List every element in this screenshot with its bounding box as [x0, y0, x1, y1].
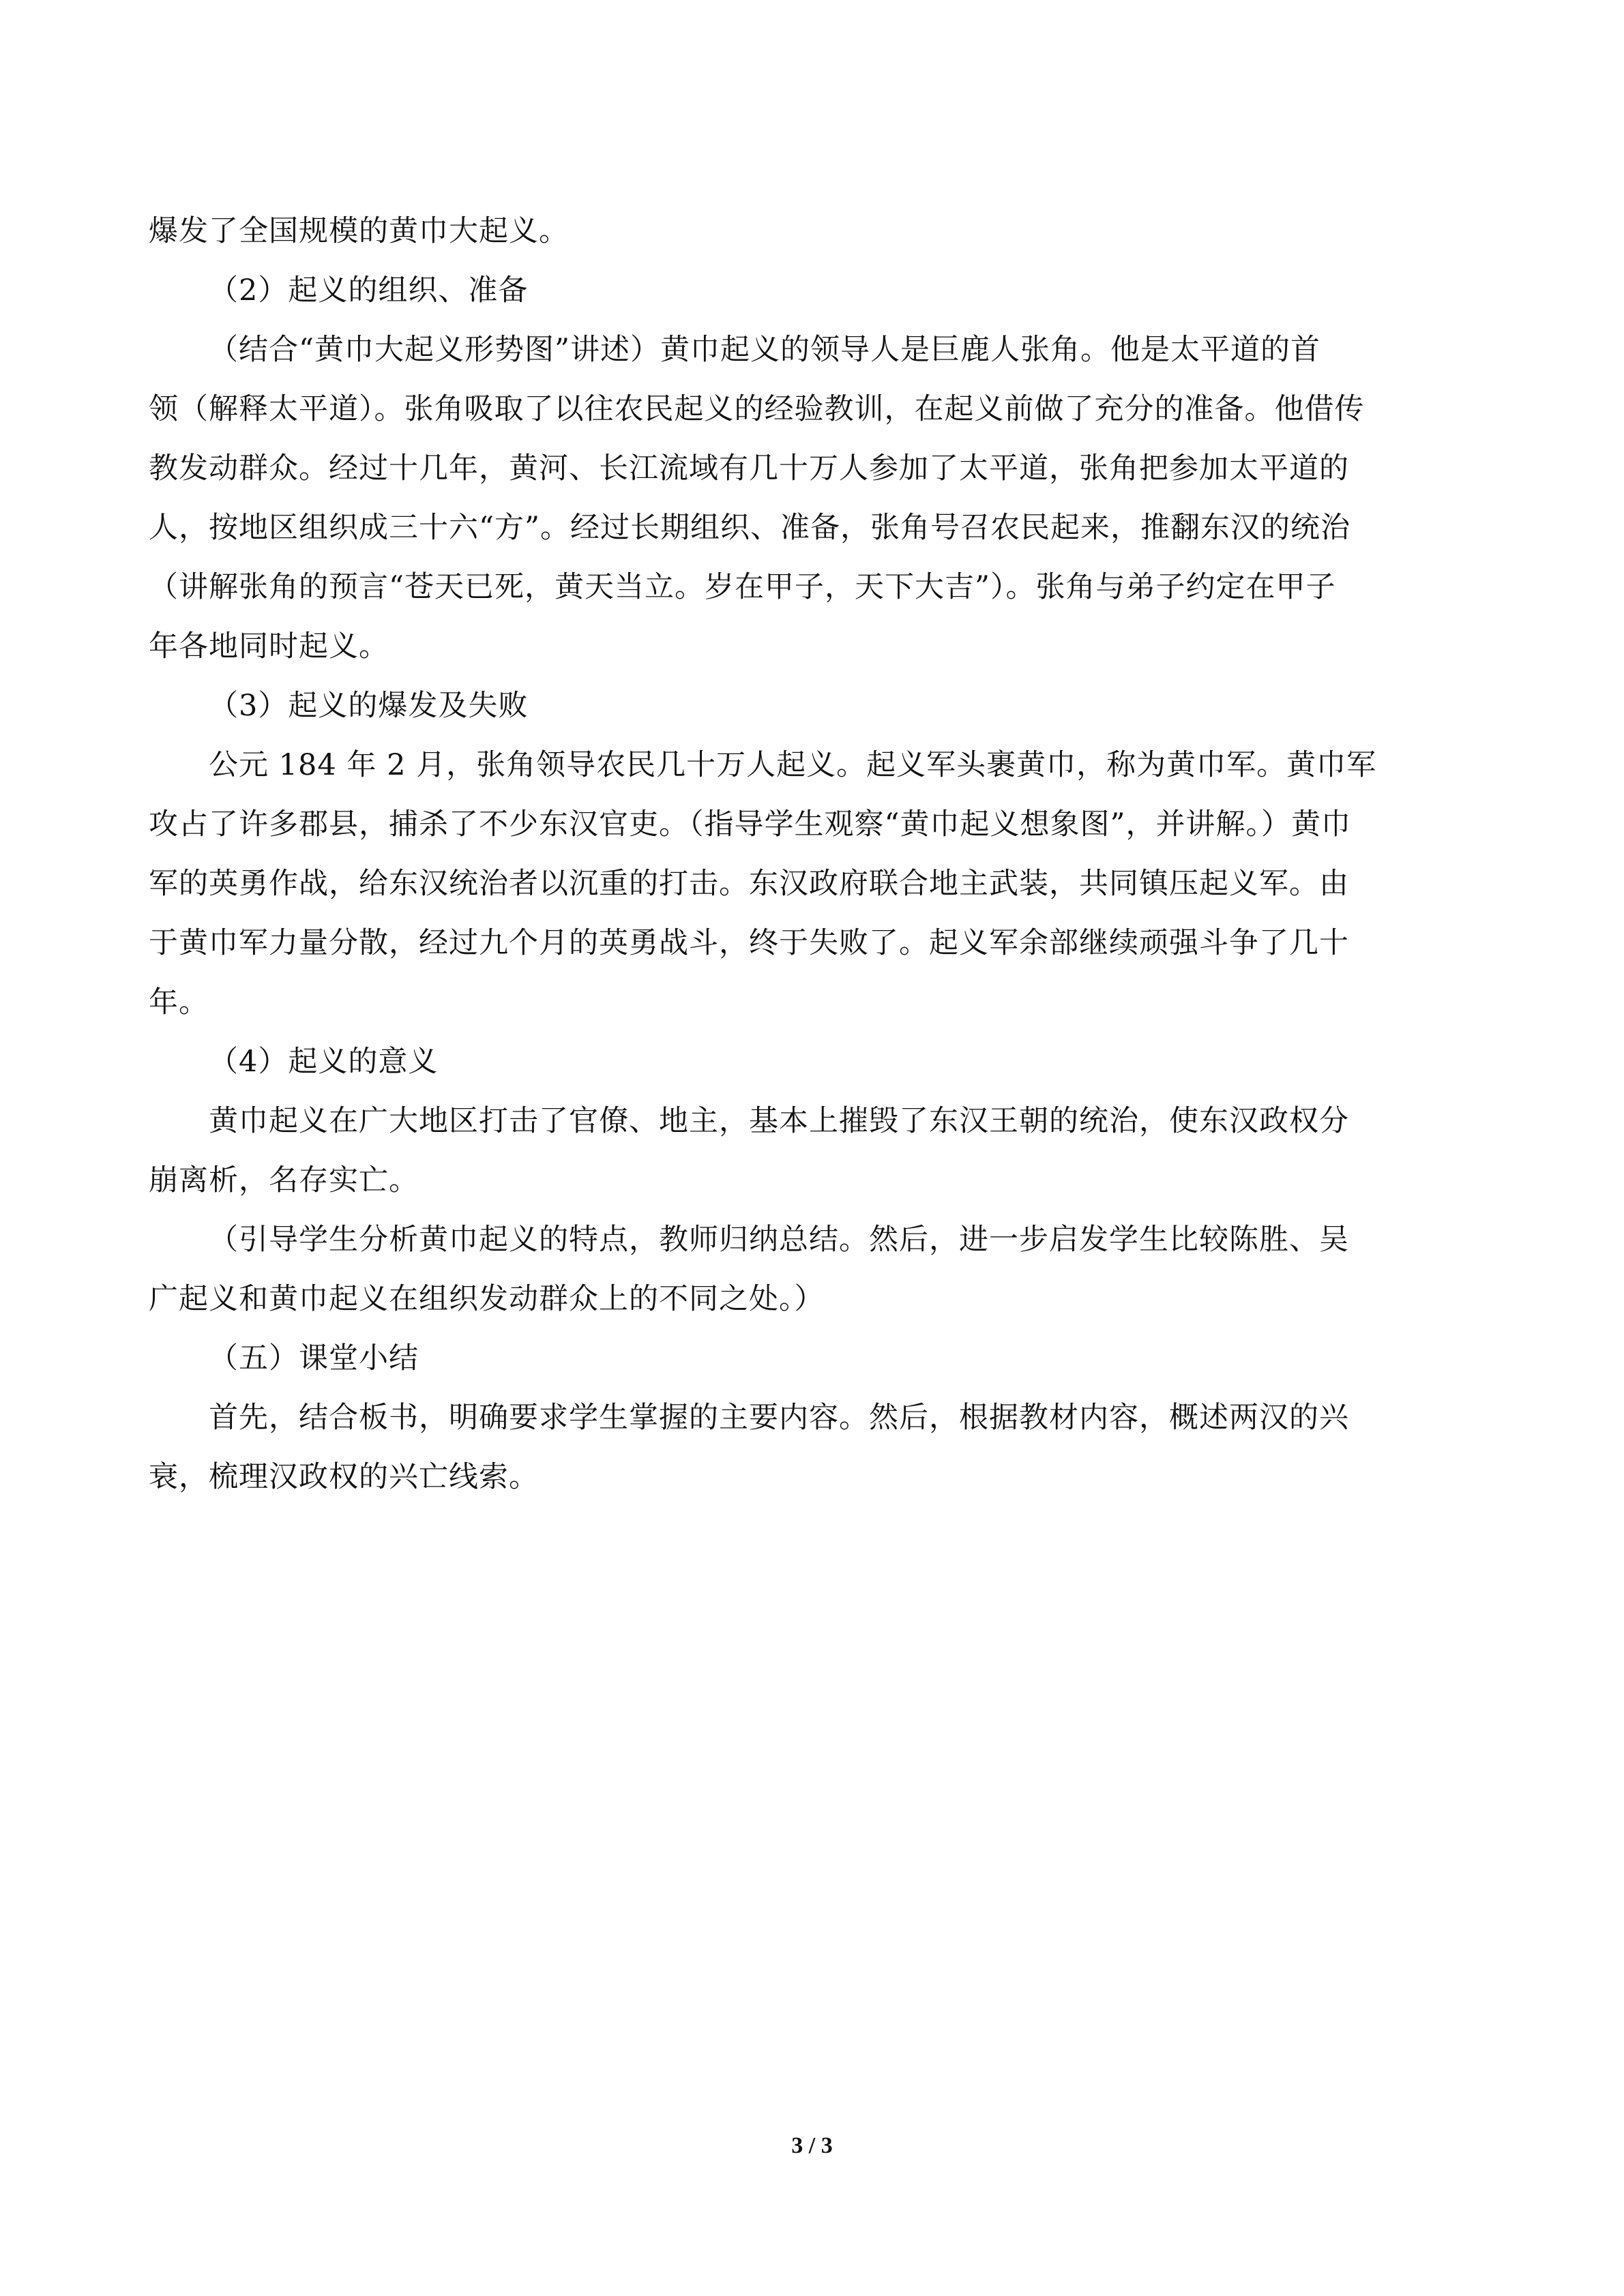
text-line: （4）起义的意义 — [209, 1045, 439, 1079]
text-line: 领（解释太平道）。张角吸取了以往农民起义的经验教训，在起义前做了充分的准备。他借传 — [149, 392, 1365, 426]
text-line: 首先，结合板书，明确要求学生掌握的主要内容。然后，根据教材内容，概述两汉的兴 — [209, 1401, 1349, 1435]
text-line: 爆发了全国规模的黄巾大起义。 — [149, 214, 569, 248]
text-line: 公元 184 年 2 月，张角领导农民几十万人起义。起义军头裹黄巾，称为黄巾军。黄巾军 — [209, 748, 1377, 782]
text-line: 攻占了许多郡县，捕杀了不少东汉官吏。（指导学生观察“黄巾起义想象图”，并讲解。）黄巾 — [149, 807, 1351, 841]
text-line: （2）起义的组织、准备 — [209, 273, 529, 308]
text-line: 年。 — [149, 985, 209, 1019]
text-line: （3）起义的爆发及失败 — [209, 689, 529, 723]
text-line: （结合“黄巾大起义形势图”讲述）黄巾起义的领导人是巨鹿人张角。他是太平道的首 — [209, 333, 1320, 367]
text-line: 年各地同时起义。 — [149, 629, 389, 664]
text-line: 于黄巾军力量分散，经过九个月的英勇战斗，终于失败了。起义军余部继续顽强斗争了几十 — [149, 926, 1349, 960]
text-line: 教发动群众。经过十几年，黄河、长江流域有几十万人参加了太平道，张角把参加太平道的 — [149, 451, 1349, 486]
document-body — [149, 202, 1475, 1507]
text-line: 崩离析，名存实亡。 — [149, 1163, 419, 1197]
text-line: （引导学生分析黄巾起义的特点，教师归纳总结。然后，进一步启发学生比较陈胜、吴 — [209, 1223, 1349, 1257]
text-line: 黄巾起义在广大地区打击了官僚、地主，基本上摧毁了东汉王朝的统治，使东汉政权分 — [209, 1104, 1349, 1138]
text-line: （讲解张角的预言“苍天已死，黄天当立。岁在甲子，天下大吉”）。张角与弟子约定在甲子 — [149, 570, 1336, 604]
text-line: 人，按地区组织成三十六“方”。经过长期组织、准备，张角号召农民起来，推翻东汉的统治 — [149, 511, 1350, 545]
text-line: （五）课堂小结 — [209, 1341, 419, 1375]
text-line: 广起义和黄巾起义在组织发动群众上的不同之处。） — [149, 1282, 825, 1316]
page-number: 3 / 3 — [791, 2133, 833, 2158]
text-line: 军的英勇作战，给东汉统治者以沉重的打击。东汉政府联合地主武装，共同镇压起义军。由 — [149, 867, 1349, 901]
text-line: 衰，梳理汉政权的兴亡线索。 — [149, 1460, 539, 1494]
